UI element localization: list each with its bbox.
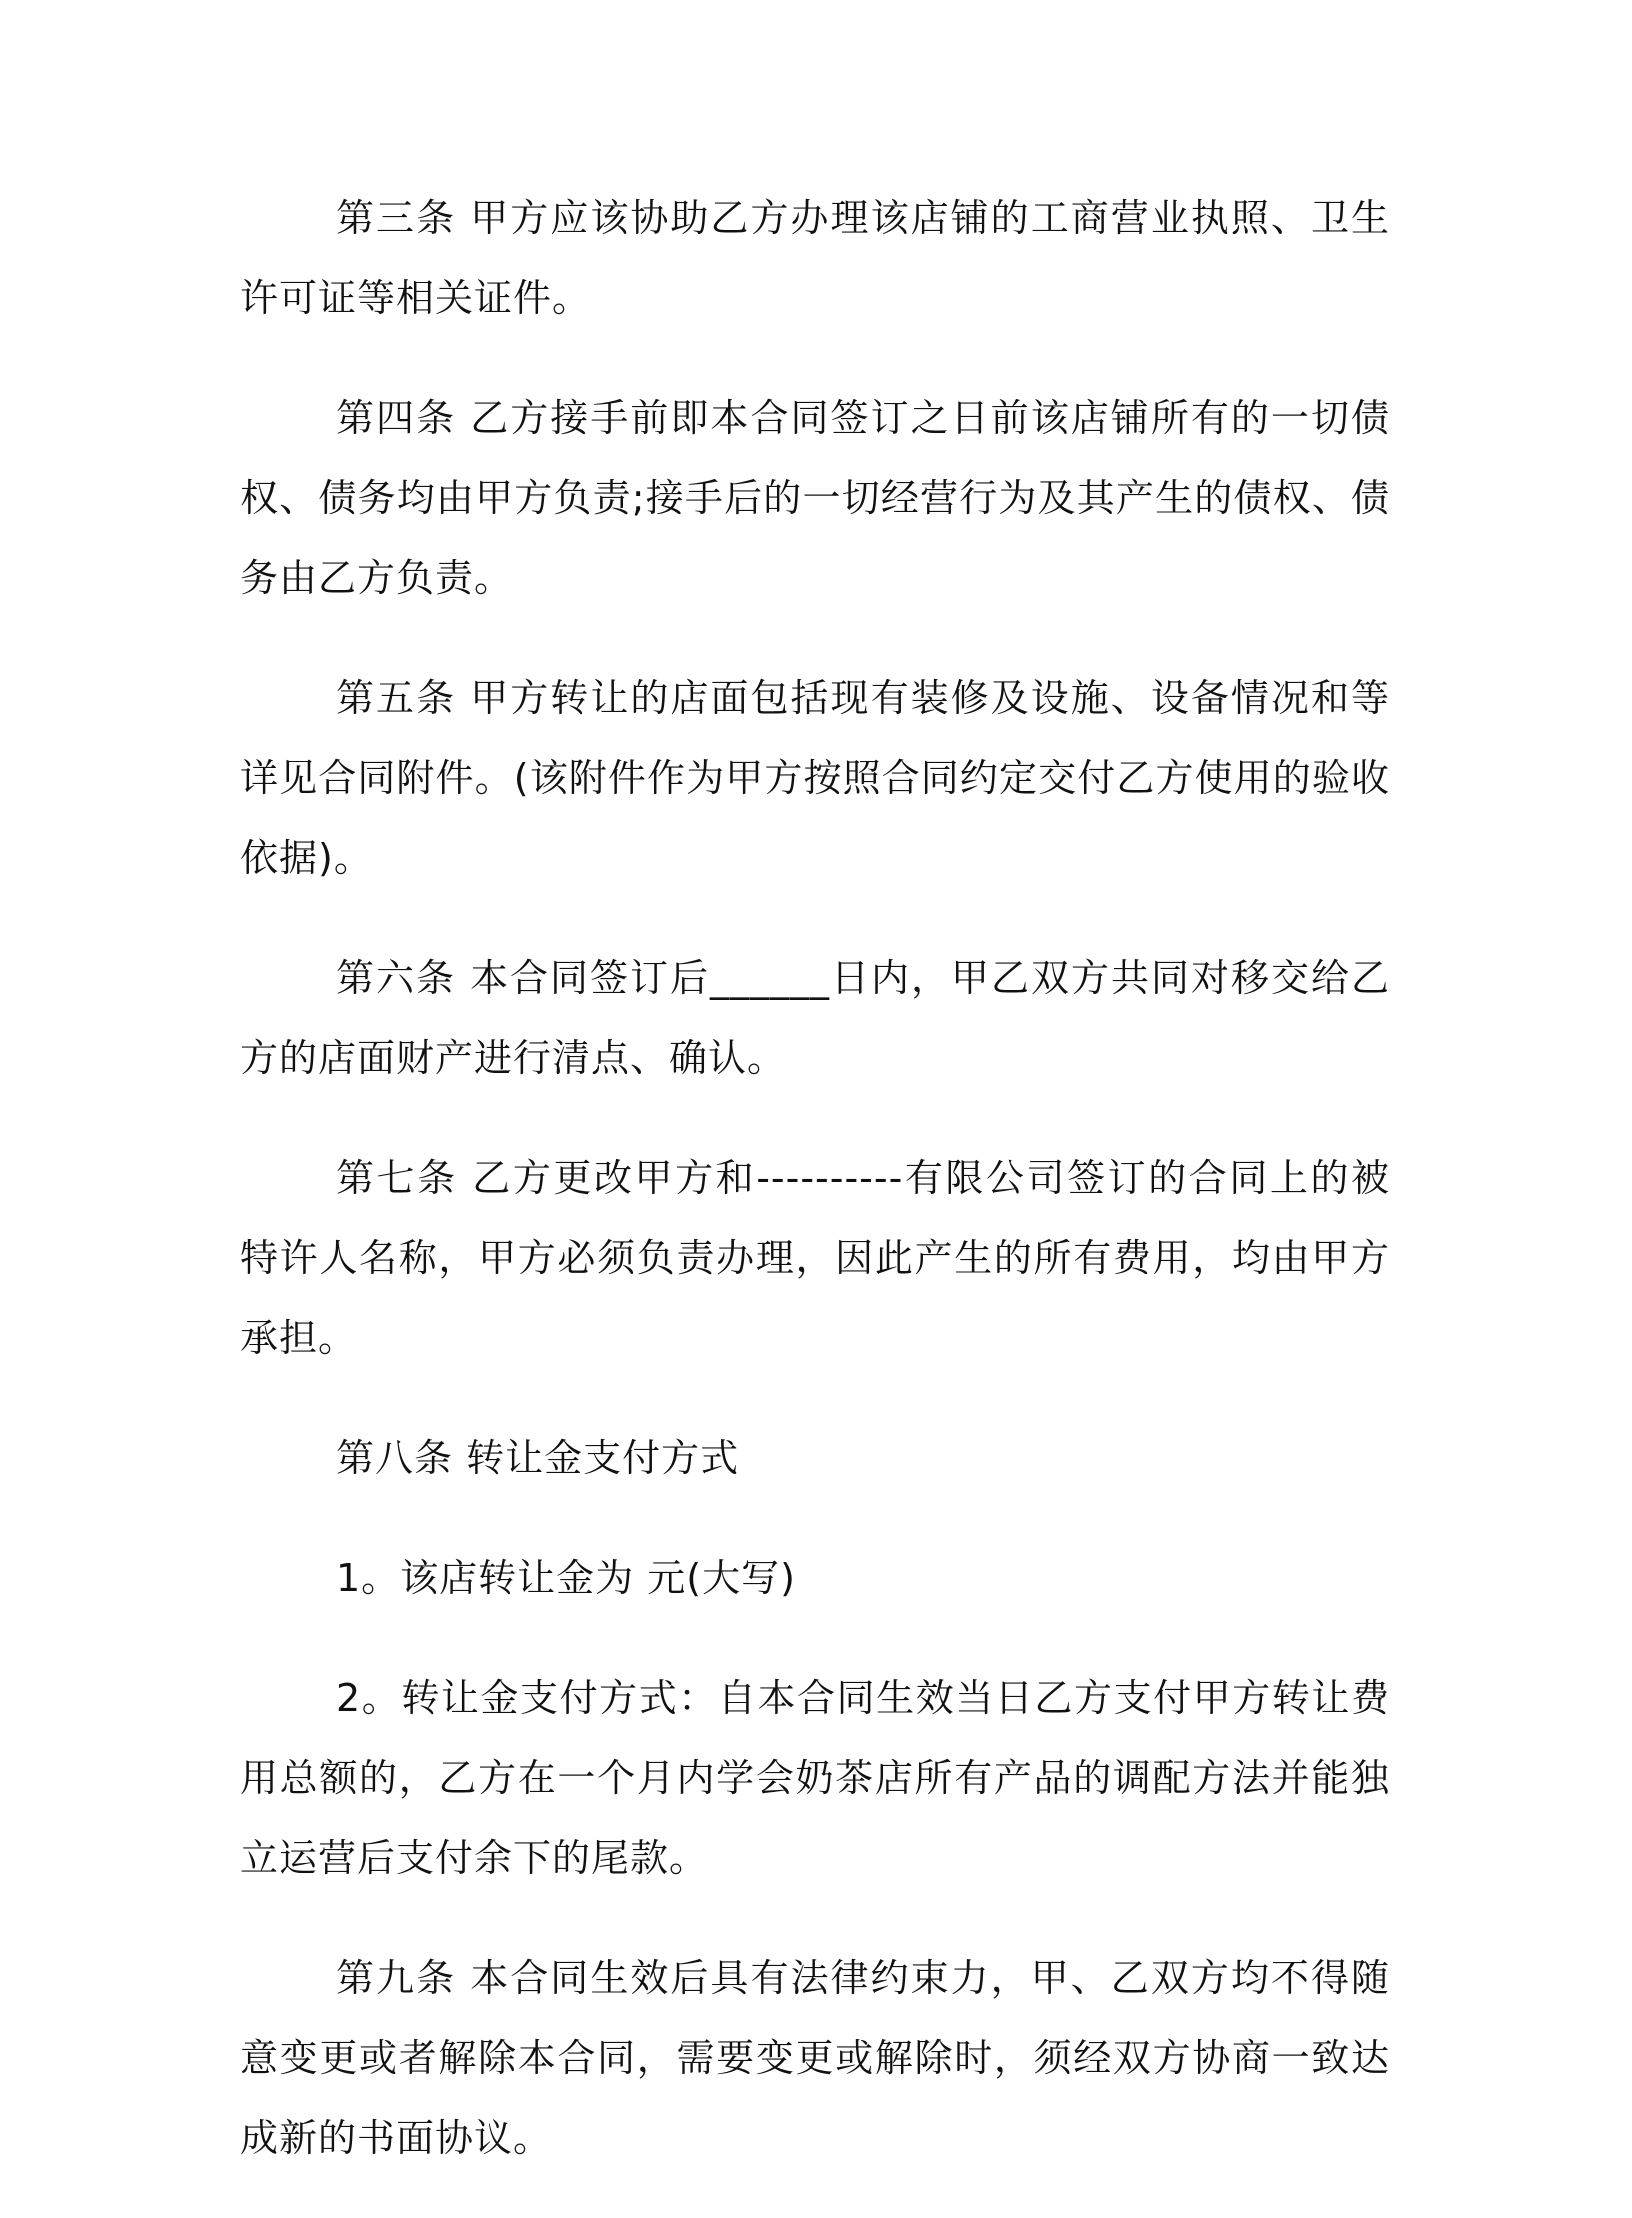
article-8-item-2: 2。转让金支付方式：自本合同生效当日乙方支付甲方转让费用总额的，乙方在一个月内学会奶茶店所有产品的调配方法并能独立运营后支付余下的尾款。 [240, 1676, 1390, 1880]
article-8-heading: 第八条 转让金支付方式 [336, 1436, 740, 1480]
article-5-paragraph: 第五条 甲方转让的店面包括现有装修及设施、设备情况和等详见合同附件。(该附件作为甲方按照合同约定交付乙方使用的验收依据)。 [240, 676, 1390, 880]
article-7-paragraph: 第七条 乙方更改甲方和----------有限公司签订的合同上的被特许人名称，甲方必须负责办理，因此产生的所有费用，均由甲方承担。 [240, 1156, 1390, 1360]
article-8-item-1: 1。该店转让金为 元(大写) [336, 1556, 796, 1600]
article-4-paragraph: 第四条 乙方接手前即本合同签订之日前该店铺所有的一切债权、债务均由甲方负责;接手后的一切经营行为及其产生的债权、债务由乙方负责。 [240, 396, 1390, 600]
article-3-paragraph: 第三条 甲方应该协助乙方办理该店铺的工商营业执照、卫生许可证等相关证件。 [240, 196, 1390, 320]
article-6-paragraph: 第六条 本合同签订后______日内，甲乙双方共同对移交给乙方的店面财产进行清点、确认。 [240, 956, 1390, 1080]
document-body [240, 178, 1390, 2218]
article-9-paragraph: 第九条 本合同生效后具有法律约束力，甲、乙双方均不得随意变更或者解除本合同，需要变更或解除时，须经双方协商一致达成新的书面协议。 [240, 1956, 1390, 2160]
